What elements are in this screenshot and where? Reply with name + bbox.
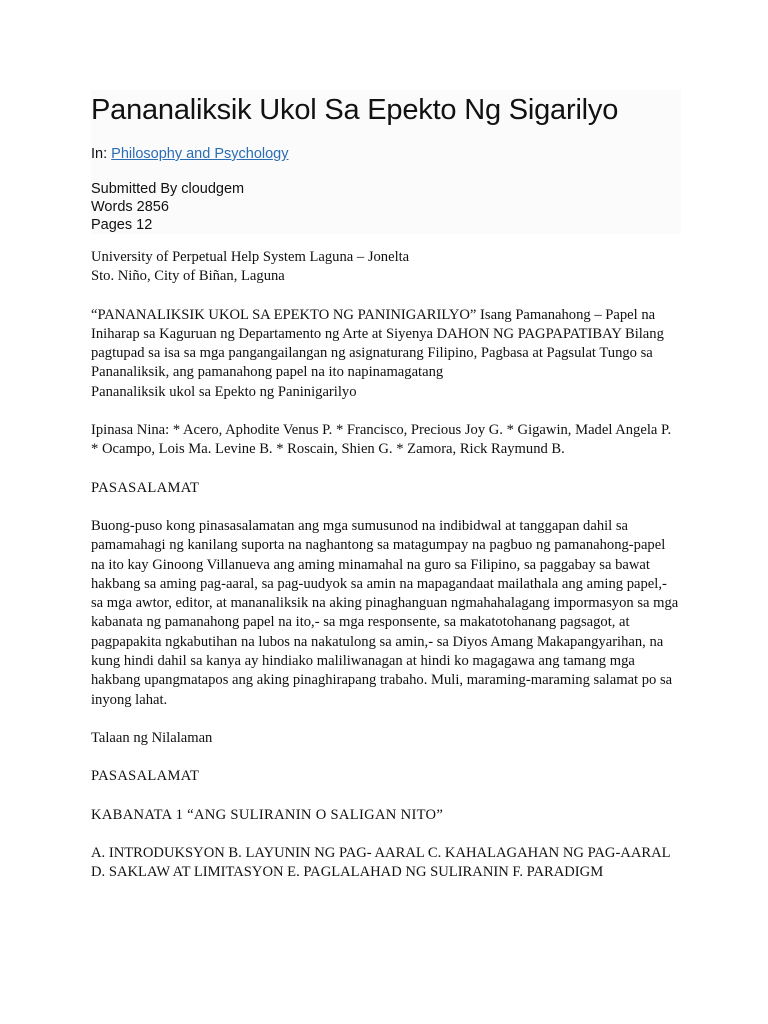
address-block <box>91 248 681 287</box>
category-link[interactable]: Philosophy and Psychology <box>111 146 289 162</box>
toc-item-chapter-1: KABANATA 1 “ANG SULIRANIN O SALIGAN NITO” <box>91 806 444 823</box>
address-line-2: Sto. Niño, City of Biñan, Laguna <box>91 268 285 285</box>
document-body <box>91 248 681 882</box>
heading-paragraph-last: Pananaliksik ukol sa Epekto ng Paninigarilyo <box>91 383 357 400</box>
word-count: Words 2856 <box>91 199 169 215</box>
document-meta <box>91 180 681 234</box>
page-count: Pages 12 <box>91 217 153 233</box>
thanks-paragraph: Buong-puso kong pinasasalamatan ang mga sumusunod na indibidwal at tanggapan dahil sa pamamahagi ng kanilang suporta na naghantong sa matagumpay na pagbuo ng pamanahong-papel na ito kay Ginoong Villanueva ang aming minamahal na guro sa Filipino, sa paggabay sa bawat hakbang sa aming pag-aaral, sa pag-uudyok sa amin na mapagandaat mailathala ang aming papel,- sa mga awtor, editor, at mananaliksik na aking pinaghanguan ngmahahalagang impormasyon sa mga kabanata ng pamanahong papel na ito,- sa mga responsente, sa makatotohanang pagsagot, at pagpapakita ngkabutihan na lubos na nakatulong sa amin,- sa Diyos Amang Makapangyarihan, na kung hindi dahil sa kanya ay hindiako maliliwanagan at hindi ko magagawa ang tamang mga hakbang upangmatapos ang aking pinaghirapang trabaho. Muli, maraming-maraming salamat po sa inyong lahat. <box>91 517 679 708</box>
category-prefix: In: <box>91 146 112 162</box>
heading-paragraph-text: “PANANALIKSIK UKOL SA EPEKTO NG PANINIGARILYO” Isang Pamanahong – Papel na Iniharap sa Kaguruan ng Departamento ng Arte at Siyenya DAHON NG PAGPAPATIBAY Bilang pagtupad sa isa sa mga pangangailangan ng asignaturang Filipino, Pagbasa at Pagsulat Tungo sa Pananaliksik, ang pamanahong papel na ito napinamagatang <box>91 306 664 381</box>
toc-item-chapter-1-sections: A. INTRODUKSYON B. LAYUNIN NG PAG- AARAL C. KAHALAGAHAN NG PAG-AARAL D. SAKLAW AT LIMITASYON E. PAGLALAHAD NG SULIRANIN F. PARADIGM <box>91 844 671 881</box>
toc-item-thanks: PASASALAMAT <box>91 768 200 785</box>
toc-title: Talaan ng Nilalaman <box>91 729 213 746</box>
address-line-1: University of Perpetual Help System Laguna – Jonelta <box>91 249 410 265</box>
authors-paragraph: Ipinasa Nina: * Acero, Aphodite Venus P. * Francisco, Precious Joy G. * Gigawin, Madel Angela P. * Ocampo, Lois Ma. Levine B. * Roscain, Shien G. * Zamora, Rick Raymund B. <box>91 422 672 458</box>
category-line <box>91 144 681 164</box>
submitted-by: Submitted By cloudgem <box>91 181 245 197</box>
document-page <box>91 90 681 901</box>
heading-paragraph <box>91 306 681 402</box>
section-thanks-heading: PASASALAMAT <box>91 479 200 496</box>
page-title: Pananaliksik Ukol Sa Epekto Ng Sigarilyo <box>91 94 619 126</box>
